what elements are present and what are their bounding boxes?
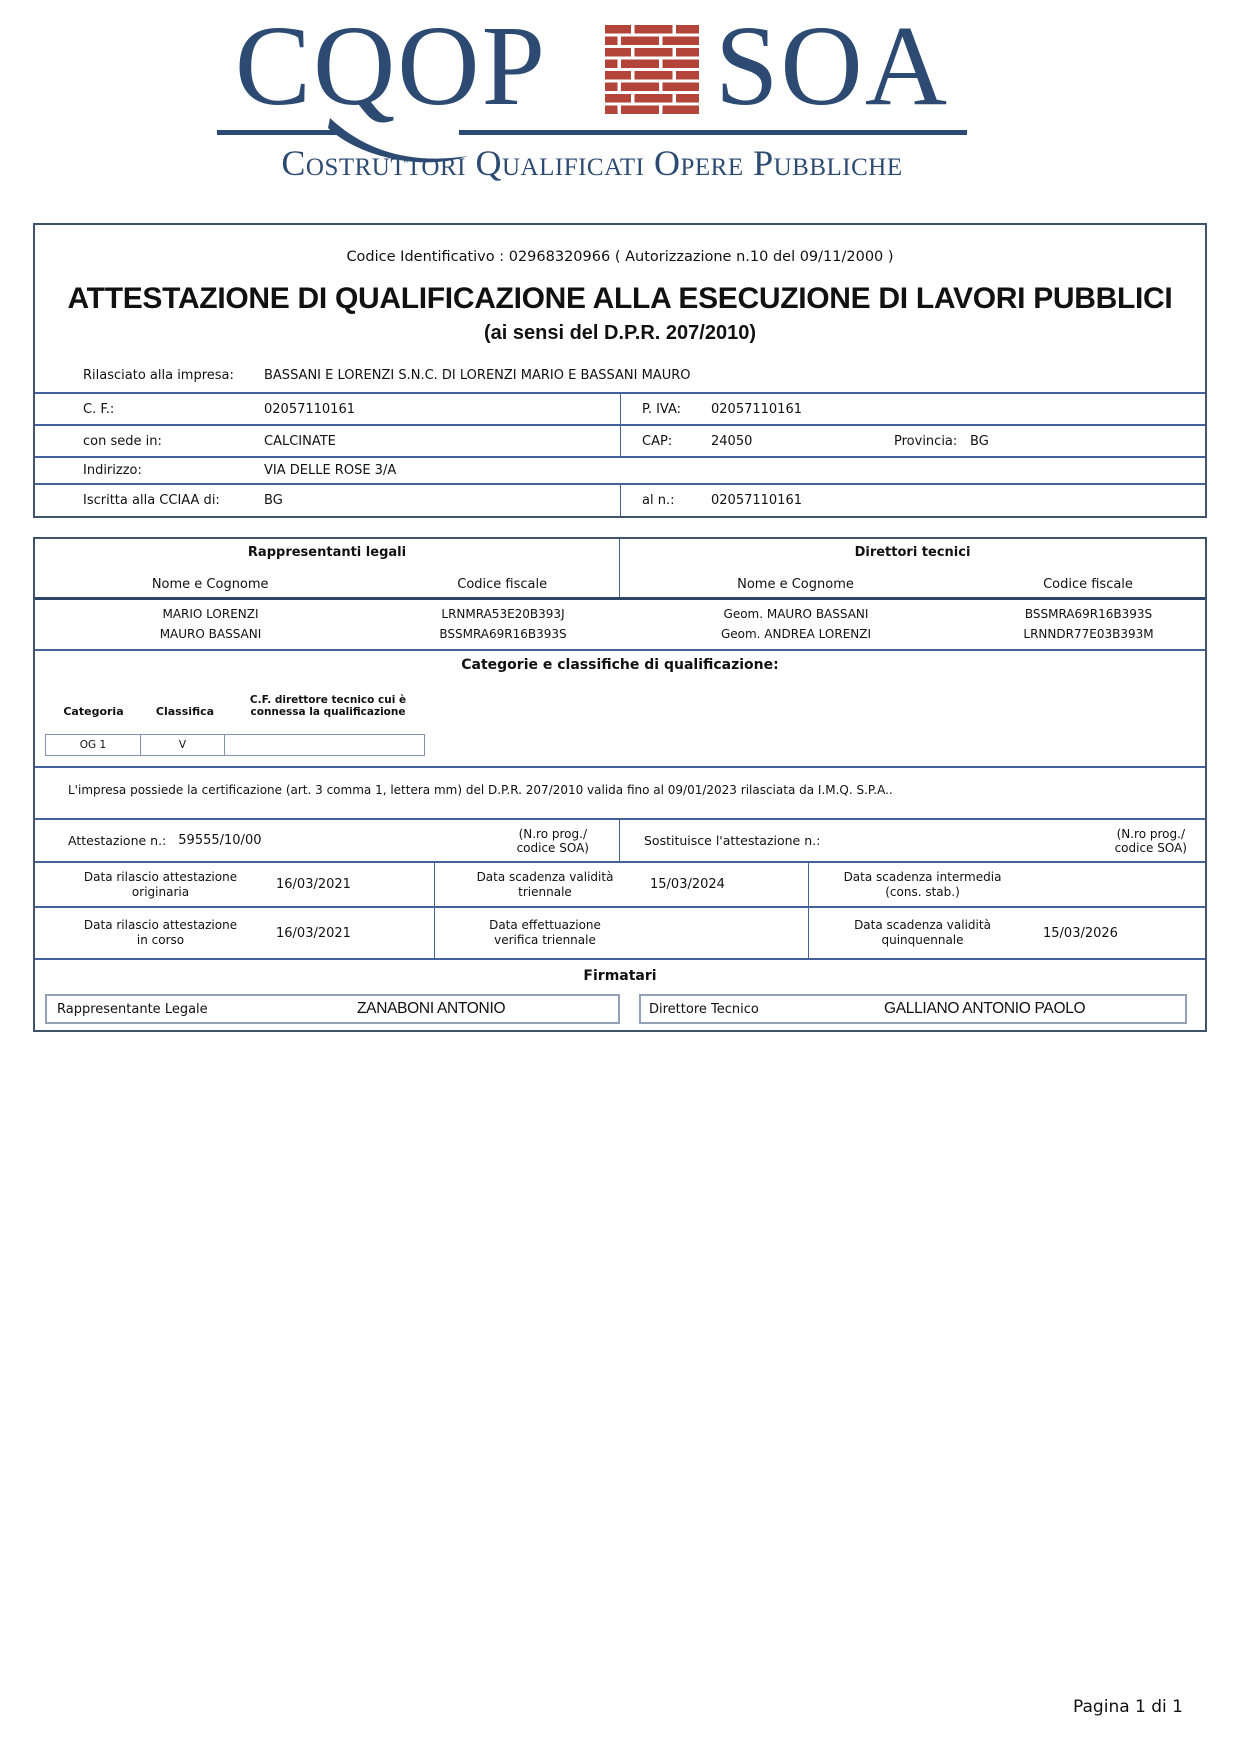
rappresentanti-title: Rappresentanti legali xyxy=(247,545,407,560)
logo-wordmark xyxy=(0,2,1184,129)
verifica-triennale-label: Data effettuazione verifica triennale xyxy=(489,918,601,947)
provincia-label: Provincia: xyxy=(894,433,958,449)
categoria-row xyxy=(45,734,425,756)
indirizzo-value: VIA DELLE ROSE 3/A xyxy=(264,463,397,478)
brick-wall-icon xyxy=(605,25,699,118)
date-row-2 xyxy=(35,908,1205,960)
col-categoria: Categoria xyxy=(63,705,124,718)
cell-scadenza-triennale xyxy=(435,863,809,906)
rilascio-originaria-value: 16/03/2021 xyxy=(276,877,351,892)
codice-identificativo-line: Codice Identificativo : 02968320966 ( Autorizzazione n.10 del 09/11/2000 ) xyxy=(346,249,894,265)
logo-underline xyxy=(0,130,1184,135)
rilascio-originaria-label: Data rilascio attestazione originaria xyxy=(83,869,238,899)
cf-label: C. F.: xyxy=(83,401,115,417)
cciaa-value: BG xyxy=(264,493,283,508)
provincia-value: BG xyxy=(970,433,989,449)
nro-prog-note: (N.ro prog./ codice SOA) xyxy=(516,826,589,855)
legale-nome: MARIO LORENZI xyxy=(162,607,259,621)
company-data-rows xyxy=(35,359,1205,516)
sede-value: CALCINATE xyxy=(264,433,336,449)
piva-value: 02057110161 xyxy=(711,401,802,417)
tecnico-cf: BSSMRA69R16B393S xyxy=(1024,607,1153,621)
cciaa-label: Iscritta alla CCIAA di: xyxy=(83,493,220,508)
attestazione-label: Attestazione n.: xyxy=(68,833,167,848)
cqop-soa-logo xyxy=(0,2,1184,184)
aln-value: 02057110161 xyxy=(711,493,802,508)
row-indirizzo xyxy=(35,456,1205,483)
cell-scadenza-quinquennale xyxy=(809,908,1205,958)
row-cf-piva xyxy=(35,392,1205,424)
certificate-law-reference: (ai sensi del D.P.R. 207/2010) xyxy=(483,322,756,344)
legale-cf: BSSMRA69R16B393S xyxy=(439,627,567,641)
cell-verifica-triennale xyxy=(435,908,809,958)
legale-cf: LRNMRA53E20B393J xyxy=(441,607,565,621)
legale-label: Rappresentante Legale xyxy=(57,1001,208,1017)
direttori-title: Direttori tecnici xyxy=(854,545,971,560)
firmatario-tecnico-box xyxy=(639,994,1187,1024)
logo-text-soa: SOA xyxy=(715,2,950,129)
tecnico-nome: GALLIANO ANTONIO PAOLO xyxy=(884,1000,1086,1017)
date-row-1 xyxy=(35,863,1205,908)
legali-tecnici-rows xyxy=(35,600,1205,651)
rappresentanti-col-nome: Nome e Cognome xyxy=(151,577,269,592)
nro-prog-note: (N.ro prog./ codice SOA) xyxy=(1114,826,1187,855)
direttori-header xyxy=(620,539,1205,597)
direttori-col-nome: Nome e Cognome xyxy=(737,577,854,592)
attestazione-left xyxy=(35,820,620,861)
cf-direttore-value xyxy=(225,735,424,755)
header-company-box xyxy=(33,223,1207,518)
tecnico-nome: Geom. MAURO BASSANI xyxy=(723,607,869,621)
categorie-title: Categorie e classifiche di qualificazione: xyxy=(461,657,779,673)
rilascio-in-corso-value: 16/03/2021 xyxy=(276,925,351,941)
categorie-table-headers xyxy=(45,694,428,718)
logo-subtitle: Costruttori Qualificati Opere Pubbliche xyxy=(281,143,903,183)
cap-value: 24050 xyxy=(711,433,753,449)
attestazione-row xyxy=(35,820,1205,863)
aln-label: al n.: xyxy=(642,493,675,508)
categoria-value: OG 1 xyxy=(46,735,141,755)
scadenza-triennale-label: Data scadenza validità triennale xyxy=(476,869,614,899)
attestazione-value: 59555/10/00 xyxy=(178,833,262,848)
rappresentanti-header xyxy=(35,539,620,597)
cell-scadenza-intermedia xyxy=(809,863,1205,906)
scadenza-intermedia-label: Data scadenza intermedia (cons. stab.) xyxy=(843,869,1002,899)
scadenza-quinquennale-label: Data scadenza validità quinquennale xyxy=(854,918,991,947)
scadenza-triennale-value: 15/03/2024 xyxy=(650,877,725,892)
certificazione-note: L'impresa possiede la certificazione (art. 3 comma 1, lettera mm) del D.P.R. 207/2010 valida fino al 09/01/2023 rilasciata da I.M.Q. S.P.A.. xyxy=(35,768,1205,820)
table-row xyxy=(35,624,1205,644)
cap-label: CAP: xyxy=(642,433,673,449)
direttori-col-cf: Codice fiscale xyxy=(1043,577,1133,592)
logo-text-cqop: CQOP xyxy=(234,2,548,129)
indirizzo-label: Indirizzo: xyxy=(83,463,142,478)
piva-label: P. IVA: xyxy=(642,401,682,417)
col-cf-direttore: C.F. direttore tecnico cui è connessa la qualificazione xyxy=(249,694,407,718)
firmatari-title: Firmatari xyxy=(583,968,657,984)
cell-rilascio-originaria xyxy=(35,863,435,906)
legale-nome: MAURO BASSANI xyxy=(159,627,262,641)
table-row xyxy=(35,604,1205,624)
cell-rilascio-in-corso xyxy=(35,908,435,958)
certificate-title: ATTESTAZIONE DI QUALIFICAZIONE ALLA ESECUZIONE DI LAVORI PUBBLICI xyxy=(67,282,1173,315)
rilasciato-label: Rilasciato alla impresa: xyxy=(83,368,234,383)
rilascio-in-corso-label: Data rilascio attestazione in corso xyxy=(83,918,238,947)
scadenza-quinquennale-value: 15/03/2026 xyxy=(1043,925,1118,941)
page-number: Pagina 1 di 1 xyxy=(1073,1697,1183,1717)
q-tail-swash xyxy=(328,112,470,170)
firmatario-legale-box xyxy=(45,994,620,1024)
qualification-box xyxy=(33,537,1207,1032)
sede-label: con sede in: xyxy=(83,433,162,449)
tecnico-nome: Geom. ANDREA LORENZI xyxy=(720,627,872,641)
categorie-table xyxy=(35,678,1205,768)
rappresentanti-col-cf: Codice fiscale xyxy=(457,577,548,592)
sostituisce-label: Sostituisce l'attestazione n.: xyxy=(644,833,821,848)
rilasciato-value: BASSANI E LORENZI S.N.C. DI LORENZI MARIO E BASSANI MAURO xyxy=(264,368,691,383)
row-sede xyxy=(35,424,1205,456)
cf-value: 02057110161 xyxy=(264,401,355,417)
firmatari-row xyxy=(35,994,1205,1024)
row-cciaa xyxy=(35,483,1205,516)
legali-tecnici-header xyxy=(35,539,1205,600)
classifica-value: V xyxy=(141,735,225,755)
col-classifica: Classifica xyxy=(155,705,215,718)
tecnico-label: Direttore Tecnico xyxy=(649,1001,759,1017)
row-rilasciato xyxy=(35,359,1205,392)
attestazione-right xyxy=(620,820,1205,861)
tecnico-cf: LRNNDR77E03B393M xyxy=(1023,627,1154,641)
legale-nome: ZANABONI ANTONIO xyxy=(357,1000,506,1017)
